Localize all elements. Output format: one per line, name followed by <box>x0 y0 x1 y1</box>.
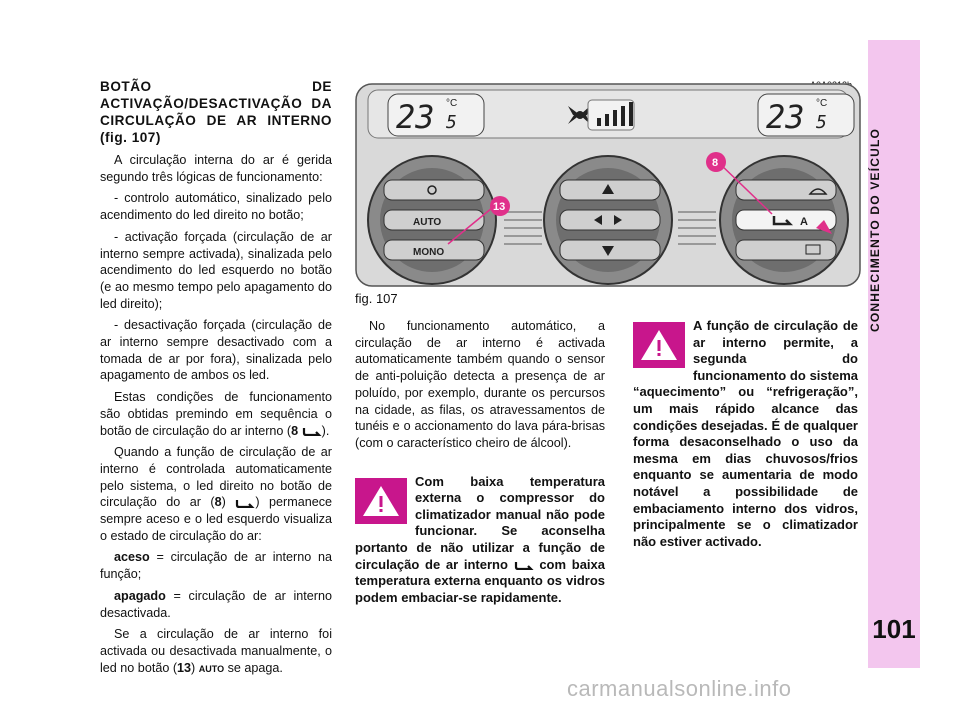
ref-8: 8 <box>291 423 299 438</box>
auto-button[interactable]: AUTO <box>413 217 442 228</box>
right-temp-unit: °C <box>816 98 828 109</box>
recirculation-icon <box>302 427 322 436</box>
text-column-3 <box>633 318 858 550</box>
paragraph: Se a circulação de ar interno foi activada ou desactivada manualmente, o led no botão (13) AUTO se apaga. <box>100 627 332 675</box>
fan-speed-bars <box>588 100 634 130</box>
chapter-title: CONHECIMENTO DO VEÍCULO <box>868 127 882 332</box>
left-temp-display: 23 <box>396 98 435 136</box>
paragraph: A circulação interna do ar é gerida segundo três lógicas de funcionamento: <box>100 153 332 184</box>
chapter-sidebar <box>868 40 920 668</box>
right-knob[interactable] <box>720 156 848 284</box>
callout-8: 8 <box>712 157 719 169</box>
warning-icon <box>355 478 407 524</box>
ref-13: 13 <box>177 660 192 675</box>
right-temp-fraction: 5 <box>816 112 827 133</box>
air-distribution-knob[interactable] <box>544 156 672 284</box>
a-button-label: A <box>800 216 808 228</box>
section-heading: BOTÃO DE ACTIVAÇÃO/DESACTIVAÇÃO DA CIRCULAÇÃO DE AR INTERNO (fig. 107) <box>100 79 332 145</box>
left-temp-unit: °C <box>446 98 458 109</box>
warning-block: Com baixa temperatura externa o compressor do climatizador manual não pode funcionar. Se aconselha portanto de não utilizar a função de circulação de ar interno com baixa temperatura externa enquanto os vidros podem embaciar-se rapidamente. <box>355 473 605 605</box>
figure-caption: fig. 107 <box>355 291 398 306</box>
climate-panel-figure <box>354 82 862 288</box>
callout-13: 13 <box>493 201 506 213</box>
warning-block: A função de circulação de ar interno permite, a segunda do funcionamento do sistema “aquecimento” ou “refrigeração”, um mais rápido alcance das condições desejadas. É de qualquer forma desaconselhado o uso da mesma em dias chuvosos/frios enquanto se aumentaria de modo notável a possibilidade de embaciamento interno dos vidros, principalmente se o climatizador não estiver activado. <box>633 318 858 549</box>
page-number: 101 <box>872 614 916 644</box>
paragraph: aceso = circulação de ar interno na função; <box>100 550 332 582</box>
text-column-1 <box>100 78 332 682</box>
warning-icon <box>633 322 685 368</box>
watermark: carmanualsonline.info <box>567 676 792 701</box>
left-temp-fraction: 5 <box>446 112 457 133</box>
paragraph: Estas condições de funcionamento são obtidas premindo em sequência o botão de circulação do ar interno (8 ). <box>100 390 332 438</box>
paragraph: No funcionamento automático, a circulação de ar interno é activada automaticamente também quando o sensor de anti-poluição detecta a presença de ar poluído, por exemplo, durante os percursos na cidade, as filas, os atravessamentos de tunéis e o accionamento do lava pára-brisas (com o característico cheiro de álcool). <box>355 319 605 450</box>
text-column-2 <box>355 318 605 606</box>
mono-button[interactable]: MONO <box>413 247 445 258</box>
paragraph: - activação forçada (circulação de ar interno sempre activada), sinalizada pelo acendimento do led esquerdo no botão (e ao mesmo tempo pelo apagamento do led direito); <box>100 229 332 311</box>
paragraph: - desactivação forçada (circulação de ar interno sempre desactivado com a tomada de ar por fora), sinalizada pelo apagamento de ambos os led. <box>100 318 332 383</box>
paragraph: Quando a função de circulação de ar interno é controlada automaticamente pelo sistema, o led direito no botão de circulação do ar (8) ) permanece sempre aceso e o led esquerdo visualiza o estado de circulação do ar: <box>100 445 333 543</box>
paragraph: apagado = circulação de ar interno desactivada. <box>100 588 332 620</box>
paragraph: - controlo automático, sinalizado pelo acendimento do led direito no botão; <box>100 191 332 223</box>
recirculation-icon <box>514 561 534 570</box>
ref-8: 8 <box>214 495 222 510</box>
right-temp-display: 23 <box>766 98 805 136</box>
recirculation-icon <box>235 499 255 508</box>
